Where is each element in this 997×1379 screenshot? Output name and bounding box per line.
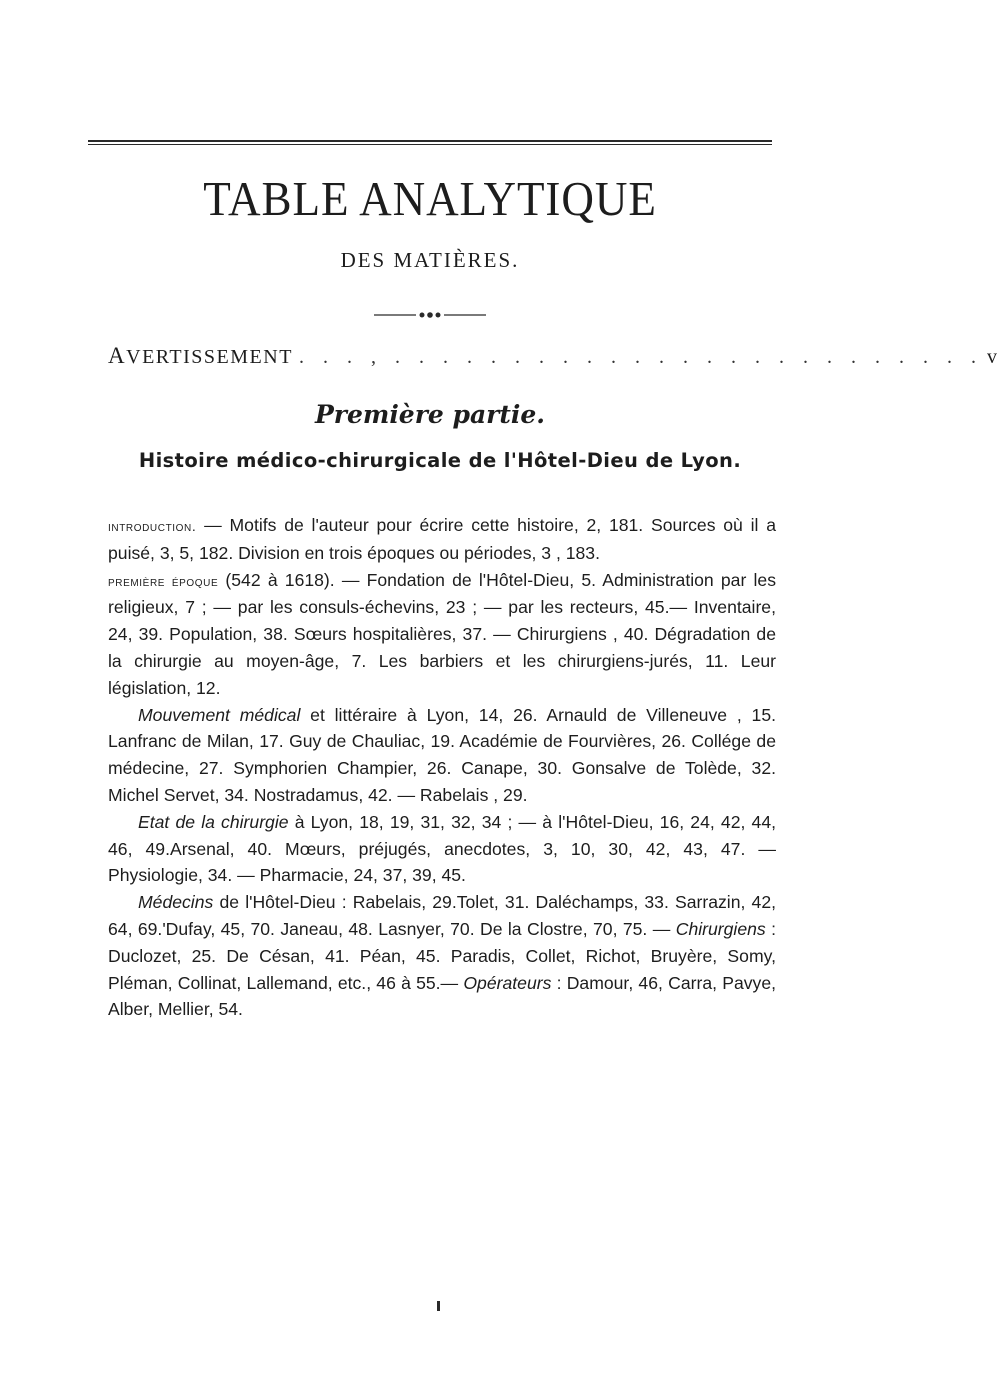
operateurs-label: Opérateurs <box>463 972 552 993</box>
signature-mark <box>437 1301 440 1311</box>
medecins-label: Médecins <box>138 892 214 913</box>
page-subtitle: DES MATIÈRES. <box>340 248 520 272</box>
toc-entry-label: AVERTISSEMENT <box>108 343 293 368</box>
paragraph-mouvement-medical: Mouvement médical et littéraire à Lyon, 14, 26. Arnauld de Villeneuve , 15. Lanfranc de Milan, 17. Guy de Chauliac, 19. Académie de Fourvières, 26. Collége de médecine, 27. Symphorien Champier, 26. Canape, 30. Gonsalve de Tolède, 32. Michel Servet, 34. Nostradamus, 42. — Rabelais , 29. <box>108 704 776 805</box>
mouvement-label: Mouvement médical <box>138 704 301 725</box>
paragraph-medecins: Médecins de l'Hôtel-Dieu : Rabelais, 29.Tolet, 31. Daléchamps, 33. Sarrazin, 42, 64, 69.'Dufay, 45, 70. Janeau, 48. Lasnyer, 70. De la Clostre, 70, 75. — Chirurgiens : Duclozet, 25. De Césan, 41. Péan, 45. Paradis, Collet, Richot, Bruyère, Somy, Pléman, Collinat, Lallemand, etc., 46 à 55.— Opérateurs : Damour, 46, Carra, Pavye, Alber, Mellier, 54. <box>108 892 776 1020</box>
paragraph-etat-chirurgie: Etat de la chirurgie à Lyon, 18, 19, 31, 32, 34 ; — à l'Hôtel-Dieu, 16, 24, 42, 44, 46, 49.Arsenal, 40. Mœurs, préjugés, anecdotes, 3, 10, 30, 42, 43, 47. — Physiologie, 34. — Pharmacie, 24, 37, 39, 45. <box>108 811 777 886</box>
epoch-label: première époque <box>108 572 219 589</box>
toc-page-number: v <box>986 346 997 368</box>
etat-label: Etat de la chirurgie <box>138 811 289 832</box>
page-title: TABLE ANALYTIQUE <box>203 171 657 226</box>
top-rule <box>88 140 772 142</box>
paragraph-introduction: introduction. — Motifs de l'auteur pour écrire cette histoire, 2, 181. Sources où il a puisé, 3, 5, 182. Division en trois époques ou périodes, 3 , 183. <box>108 515 776 563</box>
introduction-label: introduction. <box>108 518 197 534</box>
ornament-divider <box>370 310 490 320</box>
section-heading: Histoire médico-chirurgicale de l'Hôtel-Dieu de Lyon. <box>138 449 742 472</box>
paragraph-premiere-epoque: première époque (542 à 1618). — Fondation de l'Hôtel-Dieu, 5. Administration par les religieux, 7 ; — par les consuls-échevins, 23 ; — par les recteurs, 45.— Inventaire, 24, 39. Population, 38. Sœurs hospitalières, 37. — Chirurgiens , 40. Dégradation de la chirurgie au moyen-âge, 7. Les barbiers et les chirurgiens-jurés, 11. Leur législation, 12. <box>108 569 776 698</box>
toc-entry-avertissement[interactable] <box>108 343 997 369</box>
top-rule-thin <box>88 144 772 145</box>
chirurgiens-label: Chirurgiens <box>675 918 766 939</box>
toc-dot-leader: . . . , . . . . . . . . . . . . . . . . . . . . . . . . . <box>298 346 983 368</box>
part-title: Première partie. <box>314 400 546 429</box>
body-text <box>108 512 776 1023</box>
